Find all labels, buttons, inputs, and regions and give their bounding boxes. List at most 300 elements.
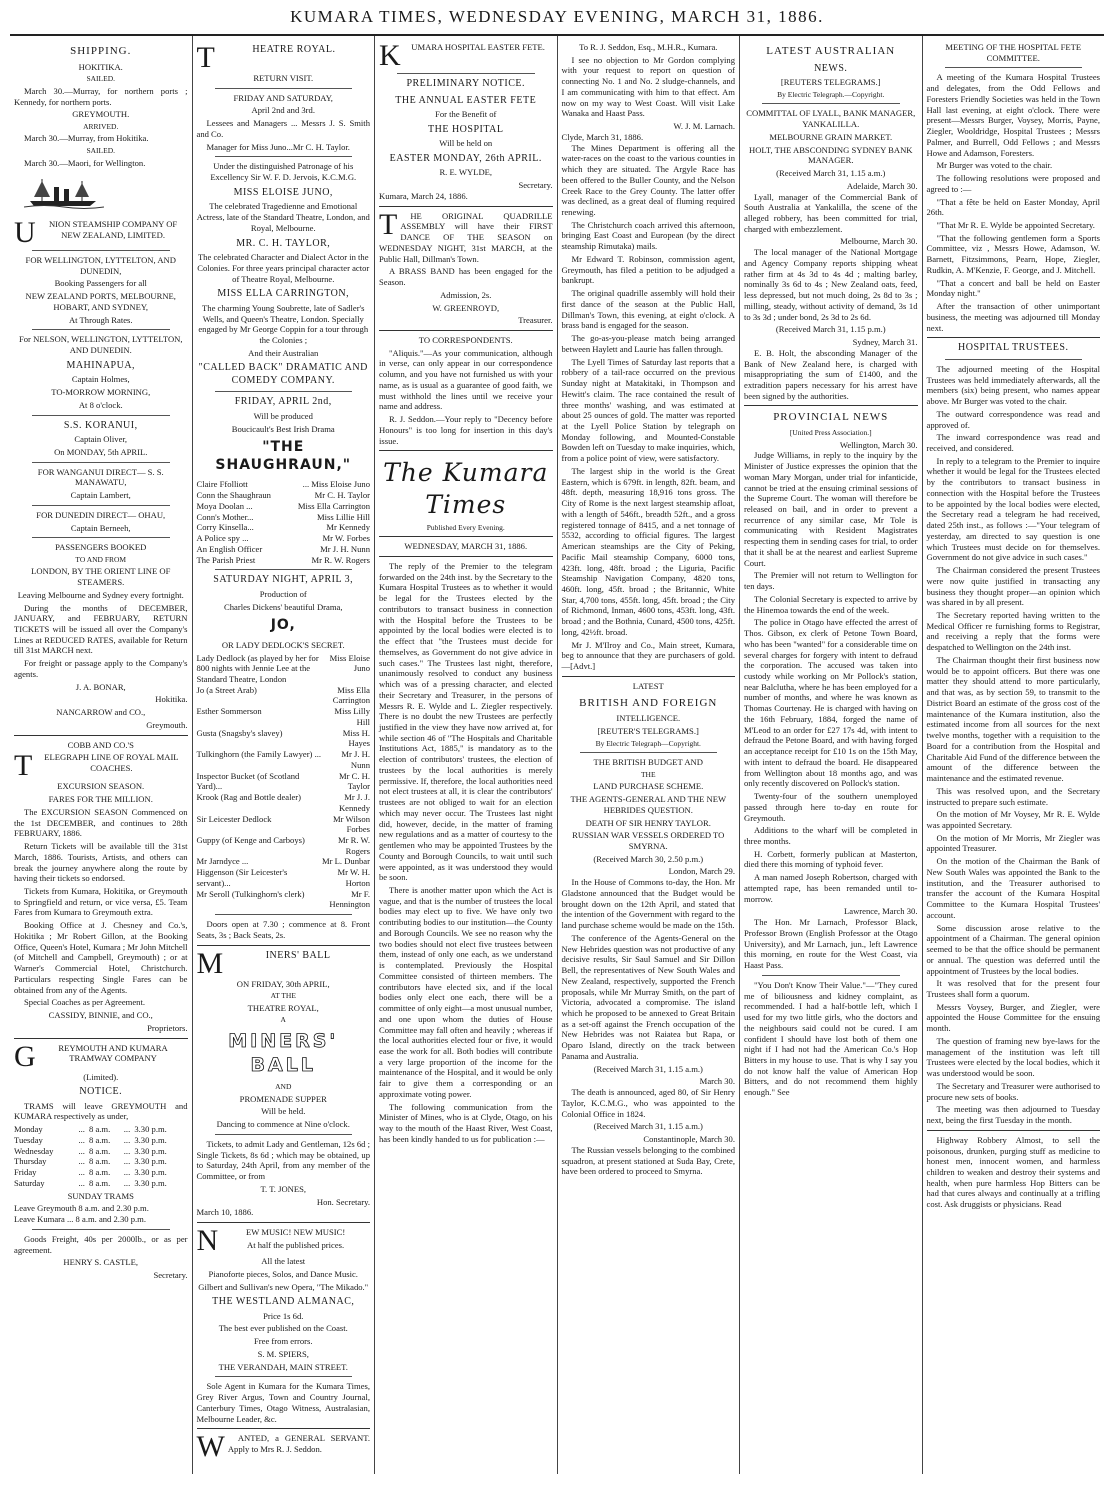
prov-1: Judge Williams, in reply to the inquiry by the Minister of Justice expresses the opinion that the woman Mary Morgan, under trial for infanticide, cannot be tried at the ensuing criminal sessions of the Supreme Court. The woman will therefore be released on bail, and in order to prevent a recurrence of any similar case, Mr Tole is communicating with Resident Magistrates respecting them in sending cases for trial, to order that it shall be at the nearest and earliest Supreme Court. bbox=[744, 450, 918, 568]
cast-row bbox=[197, 501, 371, 512]
timetable-cell: ... bbox=[78, 1134, 85, 1145]
timetable-cell: Tuesday bbox=[14, 1134, 43, 1145]
conference: The conference of the Agents-General on the New Hebrides question was not productive of any decisive results, Sir Saul Samuel and Sir Dillon Bell, the representatives of New South Wales and New Zealand, respectively, supported the French proposals, while Mr Murray Smith, on the part of Victoria, advocated a compromise. The island which he proposed to be annexed to Great Britain as a set-off against the French occupation of the New Hebrides was not Raiatea but Rapa, or Oparo Island, directly on the track between Panama and Australia. bbox=[561, 932, 735, 1061]
cast-role: A Police spy ... bbox=[196, 533, 249, 544]
cast-row bbox=[197, 856, 371, 867]
russian-vessels: RUSSIAN WAR VESSELS ORDERED TO SMYRNA. bbox=[572, 830, 725, 851]
cast-role: Claire Ffolliott bbox=[196, 479, 248, 490]
friday-april: FRIDAY, APRIL 2nd, bbox=[234, 396, 332, 408]
passengers-booked: PASSENGERS BOOKED bbox=[55, 542, 147, 553]
cast-role: Corry Kinsella... bbox=[196, 522, 254, 533]
timetable-cell: Saturday bbox=[14, 1177, 45, 1188]
cast-actor: Mr W. H. Horton bbox=[337, 867, 370, 888]
timetable-cell: ... bbox=[123, 1167, 131, 1178]
sydney-dateline: Sydney, March 31. bbox=[852, 337, 918, 348]
hop-bitters-quote: "You Don't Know Their Value."—"They cured me of biliousness and kidney complaint, as recommended. I had a half-bottle left, which I used for my two little girls, who the doctors and the neighbours said could not be cured. I am confident I should have lost both of them one night if I had not had the American Co.'s Hop Bitters in my house to use. That is why I say you do not know half the value of American Hop Bitters, and do not recommend them highly enough." See bbox=[744, 979, 918, 1098]
timetable-cell: 3.30 p.m. bbox=[134, 1167, 167, 1178]
verandah: THE VERANDAH, MAIN STREET. bbox=[218, 1361, 348, 1372]
greenroyd: W. GREENROYD, bbox=[432, 302, 500, 313]
latest: LATEST bbox=[632, 680, 664, 691]
cast-role: Conn the Shaughraun bbox=[196, 490, 271, 501]
bonar-place: Hokitika. bbox=[155, 694, 188, 705]
all-latest: All the latest bbox=[261, 1256, 306, 1267]
almanac-price: Price 1s 6d. bbox=[263, 1310, 304, 1321]
cast-row bbox=[197, 490, 371, 501]
holt-head: HOLT, THE ABSCONDING SYDNEY BANK MANAGER. bbox=[748, 144, 913, 166]
timetable-cell: ... bbox=[123, 1156, 131, 1167]
mahinapua: MAHINAPUA, bbox=[66, 359, 136, 371]
provincial-news: PROVINCIAL NEWS bbox=[773, 411, 889, 424]
cast-role: Moya Doolan ... bbox=[196, 500, 253, 511]
published-every-evening: Published Every Evening. bbox=[426, 522, 505, 532]
column-1 bbox=[10, 36, 193, 1474]
nancarrow-place: Greymouth. bbox=[146, 719, 188, 730]
excursion-body: The EXCURSION SEASON Commenced on the 1st DECEMBER, and continues to 28th FEBRUARY, 1886. bbox=[14, 806, 188, 839]
fares-million: FARES FOR THE MILLION. bbox=[48, 794, 153, 805]
timetable-cell: 8 a.m. bbox=[89, 1156, 111, 1167]
sailed-label: SAILED. bbox=[86, 74, 116, 84]
return-visit: RETURN VISIT. bbox=[253, 73, 314, 83]
timetable-cell: 3.30 p.m. bbox=[134, 1177, 167, 1188]
united-press: [United Press Association.] bbox=[789, 428, 872, 438]
divider bbox=[215, 156, 353, 157]
cast-actor: Mr R. W. Rogers bbox=[338, 834, 370, 856]
cast-actor: Mr Kennedy bbox=[326, 522, 370, 533]
divider bbox=[744, 405, 918, 406]
cast-jo bbox=[197, 653, 371, 911]
cast-row bbox=[197, 814, 371, 835]
timetable-cell: Monday bbox=[14, 1124, 43, 1135]
divider bbox=[32, 462, 170, 463]
tram-timetable bbox=[14, 1124, 188, 1188]
column-4 bbox=[558, 36, 741, 1474]
cast-actor: Mr W. Forbes bbox=[322, 533, 370, 544]
pianoforte: Pianoforte pieces, Solos, and Dance Music. bbox=[208, 1268, 358, 1279]
lessees: Lessees and Managers ... Messrs J. S. Smith and Co. bbox=[196, 118, 370, 139]
manager: Manager for Miss Juno...Mr C. H. Taylor. bbox=[206, 141, 350, 152]
miners-ball-title: MINERS' BALL bbox=[228, 1029, 339, 1076]
trustees-para: On the motion of Mr Voysey, Mr R. E. Wylde was appointed Secretary. bbox=[926, 809, 1100, 830]
theatre-title: HEATRE ROYAL. bbox=[252, 44, 336, 55]
cast-role: Esther Sommerson bbox=[196, 706, 262, 717]
wanganui: FOR WANGANUI DIRECT— S. S. MANAWATU, bbox=[37, 466, 164, 488]
hokitika-heading: HOKITIKA. bbox=[78, 61, 123, 72]
meeting-8: After the transaction of other unimportant business, the meeting was adjourned till Monday next. bbox=[926, 301, 1100, 333]
trams-intro: TRAMS will leave GREYMOUTH and KUMARA respectively as under, bbox=[14, 1100, 188, 1122]
greymouth-sailed: March 30.—Maori, for Wellington. bbox=[24, 157, 146, 168]
cast-role: Tulkinghorn (the Family Lawyer) ... bbox=[196, 749, 322, 760]
timetable-cell: Friday bbox=[14, 1167, 37, 1178]
timetable-cell: ... bbox=[123, 1124, 131, 1135]
trustees-para: The Chairman considered the present Trustees were now quite justified in transacting any business they thought proper—an opinion which was shared in by all present. bbox=[926, 565, 1100, 608]
music-ad: N EW MUSIC! NEW MUSIC! At half the published prices. bbox=[197, 1227, 371, 1254]
seddon-letter: I see no objection to Mr Gordon complying with your request to report on question of connecting No. 1 and No. 2 sludge-channels, and I am communicating with him to that effect. Am now on my way to West Coast. Will visit Lake Wanaka and Haast Pass. bbox=[561, 54, 735, 119]
greymouth-arrived: March 30.—Murray, from Hokitika. bbox=[24, 133, 149, 144]
divider bbox=[215, 1376, 353, 1377]
cast-row bbox=[197, 835, 371, 856]
column-3 bbox=[375, 36, 558, 1474]
trustees-para: The Secretary reported having written to the Medical Officer re furnishing forms to Registrar, and receiving a reply that the forms were despatched to Wellington on the 24th inst. bbox=[926, 610, 1100, 653]
taylor-desc: The celebrated Character and Dialect Actor in the Colonies. For three years principal character actor of Theatre Royal, Melbourne. bbox=[197, 252, 370, 284]
prov-7: H. Corbett, formerly publican at Masterton, died there this morning of typhoid fever. bbox=[744, 848, 918, 870]
trustees-para: The inward correspondence was read and received, and considered. bbox=[926, 432, 1100, 453]
prov-4: The police in Otago have effected the arrest of Thos. Gibson, ex clerk of Petone Town Board, who has been "wanted" for a considerable time on several charges for forgery with intent to defraud the corporation. The accused was taken into custody while working on Mr Pollock's station, near Balclutha, where he has been employed for a number of months, and where he was known as Thomas Courtenay. He is charged with having on the 16th February, 1884, forged the name of M'Leod to an order for £27 17s 4d, with intent to defraud the Petone Board, and with having forged an acceptance receipt for £10 1s on the 15th May, with intent to defraud the board. He disappeared from Wellington about 18 months ago, and was only recently discovered on Pollock's station. bbox=[744, 617, 918, 789]
castle-secretary: Secretary. bbox=[153, 1270, 188, 1281]
at-eight: At 8 o'clock. bbox=[78, 399, 123, 410]
news-2: The Christchurch coach arrived this afternoon, bringing East Coast and European (by the direct steamship Rimutaka) mails. bbox=[561, 219, 735, 252]
taylor: MR. C. H. TAYLOR, bbox=[236, 237, 331, 249]
column-2 bbox=[193, 36, 376, 1474]
divider bbox=[215, 1134, 353, 1135]
prov-2: The Premier will not return to Wellington for ten days. bbox=[744, 570, 918, 592]
news-6: The Lyell Times of Saturday last reports that a robbery of a tail-race occurred on the previous Sunday night at Matakitaki, in Thompson and Hewitt's claim. The race contained the result of three months' washing, and was estimated at about 25 ounces of gold. The matter was reported at the Lyell Police Station by telegraph on Monday following, and Mounted-Constable Bowden left on Tuesday to make inquiries, which, from a police point of view, were satisfactory. bbox=[561, 356, 735, 464]
cast-row bbox=[197, 728, 371, 749]
cast-role: Jo (a Street Arab) bbox=[196, 684, 257, 695]
divider bbox=[762, 975, 900, 976]
timetable-cell: 3.30 p.m. bbox=[134, 1145, 167, 1156]
wylde: R. E. WYLDE, bbox=[439, 167, 493, 178]
jo-title: JO, bbox=[270, 617, 296, 634]
return-body: Return Tickets will be available till the 31st March, 1886. Tourists, Artists, and others can break the journey anywhere along the route by having their tickets so endorsed. bbox=[14, 841, 188, 884]
latest-australian: LATEST AUSTRALIAN bbox=[766, 45, 896, 57]
new-music: EW MUSIC! NEW MUSIC! bbox=[245, 1227, 346, 1238]
trustees-para: It was resolved that for the present four Trustees shall form a quorum. bbox=[926, 978, 1100, 999]
cast-row bbox=[197, 522, 371, 533]
theatre-royal: THEATRE ROYAL, bbox=[247, 1002, 319, 1013]
castle: HENRY S. CASTLE, bbox=[63, 1257, 139, 1268]
prov-5: Twenty-four of the southern unemployed passed through here to-day en route for Greymouth. bbox=[744, 791, 918, 823]
agents-general: THE AGENTS-GENERAL AND THE NEW HEBRIDES QUESTION. bbox=[570, 794, 727, 815]
koranui: S.S. KORANUI, bbox=[63, 419, 138, 431]
excursion-season: EXCURSION SEASON. bbox=[57, 781, 145, 792]
holt-body: E. B. Holt, the absconding Manager of the Bank of New Zealand here, is charged with misappropriating the sum of £1400, and the extradition papers necessary for his arrest have been signed by the authorities. bbox=[744, 347, 918, 401]
timetable-cell: 8 a.m. bbox=[89, 1124, 111, 1135]
seddon-note: R. J. Seddon.—Your reply to "Decency before Honours" is too long for insertion in this day's issue. bbox=[379, 414, 553, 446]
cast-actor: Mr J. H. Nunn bbox=[320, 543, 370, 554]
received-1: (Received March 30, 2.50 p.m.) bbox=[593, 853, 704, 864]
booking: Booking Passengers for all bbox=[54, 278, 147, 289]
divider bbox=[32, 1229, 170, 1230]
kumara-date: Kumara, March 24, 1886. bbox=[379, 190, 468, 201]
divider bbox=[197, 1428, 371, 1429]
theatre-april: April 2nd and 3rd. bbox=[251, 105, 315, 116]
london-dateline: London, March 29. bbox=[668, 866, 735, 877]
limited: (Limited). bbox=[83, 1071, 119, 1082]
cast-actor: Mr Wilson Forbes bbox=[333, 813, 370, 835]
meeting-4: "That a fête be held on Easter Monday, April 26th. bbox=[926, 196, 1100, 218]
cast-actor: Miss H. Hayes bbox=[342, 727, 370, 749]
trustees-para: In reply to a telegram to the Premier to inquire whether it would be legal for the Trustees elected by the contributors to transact business in connection with the Hospital before the Trustees to be appointed by the local bodies were elected, the Secretary read a telegram he had received, dated 25th inst., as follows :—"Your telegram of yesterday, am directed to say question is one which Trustees must decide on for themselves. Government do not give advice in such cases." bbox=[926, 455, 1100, 563]
british-foreign: BRITISH AND FOREIGN bbox=[579, 696, 718, 709]
timetable-cell: ... bbox=[78, 1156, 85, 1167]
cast-actor: Mr J. H. Nunn bbox=[341, 749, 370, 770]
received-3: (Received March 31, 1.15 a.m.) bbox=[593, 1121, 703, 1132]
wanted-text: ANTED, a GENERAL SERVANT. Apply to Mrs R. J. Seddon. bbox=[227, 1433, 370, 1455]
easter-monday: EASTER MONDAY, 26th APRIL. bbox=[389, 152, 542, 164]
cast-role: Mr Seroll (Tulkinghorn's clerk) bbox=[196, 888, 305, 899]
trustees-para: The question of framing new bye-laws for the management of the institution was left till Trustees were elected by the local bodies, which it was understood would be soon. bbox=[926, 1035, 1100, 1079]
cast-role: Mr Jarndyce ... bbox=[196, 856, 249, 867]
divider bbox=[32, 505, 170, 506]
free-errors: Free from errors. bbox=[254, 1336, 313, 1347]
timetable-cell: ... bbox=[123, 1177, 131, 1188]
doors-open: Doors open at 7.30 ; commence at 8. Front Seats, 3s ; Back Seats, 2s. bbox=[196, 919, 370, 940]
fete-ad: K UMARA HOSPITAL EASTER FETE. bbox=[379, 42, 553, 69]
arrived-label: ARRIVED. bbox=[83, 122, 119, 132]
trustees-body bbox=[927, 364, 1101, 1126]
news-5: The go-as-you-please match being arranged between Haylett and Laurie has fallen through. bbox=[561, 333, 735, 354]
news-label: NEWS. bbox=[814, 62, 848, 74]
trustees-para: Some discussion arose relative to the appointment of a Chairman. The general opinion seemed to be that the office should be permanent or annual. The question was deferred until the appointment of Trustees by the local bodies. bbox=[926, 922, 1100, 976]
at-the: AT THE bbox=[270, 991, 296, 1001]
miners-ad: M INERS' BALL bbox=[197, 950, 371, 977]
cast-actor: Miss Ella Carrington bbox=[297, 500, 370, 511]
hospital-fete-title: UMARA HOSPITAL EASTER FETE. bbox=[411, 42, 545, 52]
divider bbox=[215, 914, 353, 915]
to-and-from: TO AND FROM bbox=[75, 554, 127, 564]
cast-actor: Miss Lillie Hill bbox=[317, 511, 370, 522]
timetable-cell: 8 a.m. bbox=[89, 1134, 111, 1145]
booking-body: Booking Office at J. Chesney and Co.'s, Hokitika ; Mr Robert Gillon, at the Booking Office, Queen's Hotel, Kumara ; Mr John Mitchell (of Mitchell and Campbell, Greymouth) ; or at Warner's Commercial Hotel, Christchurch. Particulars respecting Single Fares can be obtained from any of the Agents. bbox=[14, 920, 188, 995]
cast-role: Guppy (of Kenge and Carboys) bbox=[196, 834, 305, 845]
news-7: The largest ship in the world is the Great Eastern, which is 679ft. in length, 82ft. beam, and 48ft. depth, measuring 18,916 tons gross. The City of Rome is the next largest steamship afloat, with a length of 546ft., breadth 52ft., and a gross registered tonnage of 8415, and a net tonnage of 5532, according to official figures. The largest American steamships are the City of Peking, Pacific Mail steamship Company, 6000 tons, 423ft. long, 48ft. broad ; the Liguria, Pacific Steamship Navigation Company, 4820 tons, 460ft. long, 45ft. broad ; the Britannic, White Star, 4,700 tons, 455ft. long, 45ft. broad ; the City of Richmond, Inman, 4600 tons, 453ft. long, 43ft. broad ; and the Bothnia, Cunard, 4500 tons, 425ft. long, 42½ft. broad. bbox=[561, 465, 735, 637]
the-label: THE bbox=[640, 769, 656, 779]
annual-fete: THE ANNUAL EASTER FETE bbox=[395, 94, 537, 106]
patronage: Under the distinguished Patronage of his Excellency Sir W. F. D. Jervois, K.C.M.G. bbox=[210, 161, 357, 183]
intelligence: INTELLIGENCE. bbox=[616, 713, 681, 724]
divider bbox=[215, 391, 353, 392]
tramway-title: REYMOUTH AND KUMARA TRAMWAY COMPANY bbox=[58, 1042, 168, 1064]
cast-actor: Mr J. J. Kennedy bbox=[338, 792, 370, 813]
cast-actor: Miss Ella Carrington bbox=[332, 684, 370, 706]
timetable-row bbox=[14, 1124, 188, 1135]
union-steamship-ad: U NION STEAMSHIP COMPANY OF NEW ZEALAND, LIMITED. bbox=[14, 219, 188, 246]
steamship-icon bbox=[24, 175, 104, 209]
leaving-melbourne: Leaving Melbourne and Sydney every fortnight. bbox=[17, 589, 184, 600]
cast-role: The Parish Priest bbox=[196, 554, 256, 565]
almanac: THE WESTLAND ALMANAC, bbox=[212, 1296, 355, 1308]
lyall-body: Lyall, manager of the Commercial Bank of South Australia at Yankalilla, the scene of the alleged robbery, has been committed for trial, charged with embezzlement. bbox=[744, 191, 918, 234]
dedlock-secret: OR LADY DEDLOCK'S SECRET. bbox=[221, 639, 345, 650]
trustees-para: The adjourned meeting of the Hospital Trustees was held immediately afterwards, all the members (six) being present, who names appear above. Mr Burger was voted to the chair. bbox=[926, 363, 1100, 407]
cast-row bbox=[197, 749, 371, 770]
timetable-cell: 3.30 p.m. bbox=[134, 1124, 167, 1135]
cast-row bbox=[197, 533, 371, 544]
reuters-telegrams: [REUTERS TELEGRAMS.] bbox=[780, 77, 881, 88]
hospital-trustees: HOSPITAL TRUSTEES. bbox=[958, 342, 1069, 354]
cast-row bbox=[197, 685, 371, 706]
sailed-label-2: SAILED. bbox=[86, 146, 116, 156]
divider bbox=[927, 1130, 1101, 1131]
divider bbox=[945, 359, 1083, 360]
march10: March 10, 1886. bbox=[196, 1207, 254, 1218]
wylde-secretary: Secretary. bbox=[518, 180, 553, 191]
tramway-ad: G REYMOUTH AND KUMARA TRAMWAY COMPANY bbox=[14, 1043, 188, 1070]
london-orient: LONDON, BY THE ORIENT LINE OF STEAMERS. bbox=[31, 566, 171, 588]
column-6 bbox=[923, 36, 1105, 1474]
cast-actor: Mr L. Dunbar bbox=[322, 856, 370, 867]
cast-actor: Mr C. H. Taylor bbox=[314, 490, 370, 501]
held-on: Will be held on bbox=[439, 138, 493, 149]
meeting-7: "That a concert and ball be held on Easter Monday night." bbox=[926, 277, 1100, 299]
masthead: KUMARA TIMES, WEDNESDAY EVENING, MARCH 31, 1886. bbox=[10, 0, 1104, 36]
timetable-cell: ... bbox=[123, 1134, 131, 1145]
and-their: And their Australian bbox=[248, 347, 319, 358]
divider bbox=[397, 73, 535, 74]
divider bbox=[927, 337, 1101, 338]
cast-row bbox=[197, 653, 371, 685]
freight: For freight or passage apply to the Company's agents. bbox=[14, 658, 188, 679]
divider bbox=[215, 569, 353, 570]
timetable-row bbox=[14, 1135, 188, 1146]
cast-row bbox=[197, 555, 371, 566]
divider bbox=[32, 250, 170, 251]
editorial-para-2: There is another matter upon which the Act is vague, and that is the number of trustees the local bodies may elect up to five. We have only two contributing bodies to our institution—the County and Borough Councils. We see no reason why the two bodies should not elect five trustees between them, instead of only one each, as we understand is contemplated. Previously the Hospital Committee consisted of thirteen members. The contributors have elected six, and if the local bodies only elect one each, there will be a committee of only eight—a most unusual number, and one upon whom the duties of House Committee may fall often and heavily ; whereas if the local authorities elected four or five, it would ease the work for all. Both bodies will contribute a very large proportion of the income for the maintenance of the Hospital, and it would be only fair to give them a corresponding or an approximate voting power. bbox=[379, 885, 553, 1099]
divider bbox=[379, 450, 553, 451]
timetable-cell: 8 a.m. bbox=[89, 1177, 111, 1188]
saturday-night: SATURDAY NIGHT, APRIL 3, bbox=[213, 574, 354, 586]
trustees-para: The Chairman thought their first business now would be to appoint officers. But there was one matter they should attend to more particularly, and that was, as by section 59, to transmit to the District Board an estimate of the gross cost of the maintenance of the Kumara institution, also the estimated income from all sources for the next twelve months, together with a requisition to the Board for a contribution from the Hospital and Charitable Aid Fund of the difference between the amount of the difference between the maintenance and the estimated revenue. bbox=[926, 654, 1100, 784]
editorial-date: WEDNESDAY, MARCH 31, 1886. bbox=[404, 541, 528, 552]
tickets-body: Tickets from Kumara, Hokitika, or Greymouth to Springfield and return, or vice versa, £5. Team Fares from Kumara to Greymouth extra. bbox=[14, 885, 188, 918]
will-be-held: Will be held. bbox=[261, 1106, 306, 1117]
meeting-2: Mr Burger was voted to the chair. bbox=[936, 160, 1053, 171]
sole-agent: Sole Agent in Kumara for the Kumara Times, Grey River Argus, Town and Country Journal, Canterbury Times, Otago Witness, Australasian, Melbourne Leader, &c. bbox=[196, 1381, 370, 1424]
cast-role: Sir Leicester Dedlock bbox=[196, 813, 272, 824]
dickens-drama: Charles Dickens' beautiful Drama, bbox=[224, 601, 343, 612]
the-hospital: THE HOSPITAL bbox=[428, 123, 504, 135]
for-wellington: FOR WELLINGTON, LYTTELTON, AND DUNEDIN, bbox=[25, 255, 176, 276]
tomorrow: TO-MORROW MORNING, bbox=[51, 387, 151, 398]
cast-role: Conn's Mother... bbox=[196, 511, 254, 522]
proprietors: Proprietors. bbox=[147, 1022, 188, 1033]
by-electric: By Electric Telegraph—Copyright. bbox=[595, 738, 701, 748]
meeting-3: The following resolutions were proposed and agreed to :— bbox=[926, 173, 1100, 194]
larnach: W. J. M. Larnach. bbox=[673, 121, 735, 132]
benefit: For the Benefit of bbox=[435, 109, 497, 119]
called-back: "CALLED BACK" DRAMATIC AND COMEDY COMPANY. bbox=[198, 362, 368, 386]
cast-row bbox=[197, 792, 371, 813]
divider bbox=[379, 536, 553, 537]
trustees-para: The outward correspondence was read and approved of. bbox=[926, 408, 1100, 430]
news-4: The original quadrille assembly will hold their first dance of the season at the Public Hall, Dillman's Town, this evening, at eight o'clock. A brass band is engaged for the season. bbox=[561, 288, 735, 331]
jones: T. T. JONES, bbox=[260, 1183, 307, 1194]
divider bbox=[379, 556, 553, 557]
divider bbox=[197, 945, 371, 946]
to-seddon: To R. J. Seddon, Esq., M.H.R., Kumara. bbox=[579, 42, 718, 52]
a-label: A bbox=[280, 1015, 286, 1025]
carrington: MISS ELLA CARRINGTON, bbox=[217, 288, 350, 300]
divider bbox=[562, 676, 736, 677]
promenade-supper: PROMENADE SUPPER bbox=[239, 1093, 327, 1104]
tickets: Tickets, to admit Lady and Gentleman, 12s 6d ; Single Tickets, 8s 6d ; which may be obtained, up to Saturday, 24th April, from any member of the Committee, or from bbox=[196, 1138, 370, 1182]
commons: In the House of Commons to-day, the Hon. Mr Gladstone announced that the Budget would be brought down on the 12th April, and stated that the intention of the Government with regard to the land purchase scheme would be made on the 15th. bbox=[561, 877, 735, 931]
meeting-6: "That the following gentlemen form a Sports Committee, viz , Messrs Howe, Adamson, W. Barnett, Fitzsimmons, Pearn, Hope, Ziegler, Rudkin, A. M'Kenzie, F. George, and J. Mitchell. bbox=[926, 232, 1100, 275]
lawrence-dateline: Lawrence, March 30. bbox=[844, 906, 918, 917]
committal: COMMITTAL OF LYALL, BANK MANAGER, YANKALILLA. bbox=[746, 108, 916, 130]
editorial-para-1: The reply of the Premier to the telegram forwarded on the 24th inst. by the Secretary to the Kumara Hospital Trustees as to whether it would be legal for the Trustees elected by the contributors to transact business in connection with the Hospital before the Trustees to be appointed by the local bodies were elected is to the effect that "the Trustees must decide for themselves, as Government do not give advice in such cases." The Trustees last night, therefore, unanimously resolved to conduct any business which was of a pressing character, and elected their Secretary and Treasurer, in the persons of Messrs R. E. Wylde and L. Ziegler respectively. There is no doubt the new Trustees are perfectly justified in the view they have now arrived at, for while section 46 of "The Hospitals and Charitable Institutions Act, 1885," is mandatory as to the election of contributors' trustees, the election of trustees by the local authorities is merely permissive. If, therefore, the local authorities need not elect trustees at all, it is clear the contributors' trustees are not obliged to wait for an election which may never occur. The Trustees last night did, however, decide, in the matter of framing new regulations and as a matter of courtesy to the gentlemen who may be appointed Trustees by the County and Borough Councils, to wait until such were appointed, as it was understood they would be soon. bbox=[379, 560, 553, 883]
brass-band: A BRASS BAND has been engaged for the Season. bbox=[379, 266, 553, 288]
reuters: [REUTER'S TELEGRAMS.] bbox=[597, 726, 699, 737]
sunday-kumara: Leave Kumara ... 8 a.m. and 2.30 p.m. bbox=[14, 1214, 146, 1225]
dunedin-direct: FOR DUNEDIN DIRECT— OHAU, bbox=[36, 509, 166, 520]
timetable-row bbox=[14, 1178, 188, 1189]
cast-row bbox=[197, 479, 371, 490]
production-of: Production of bbox=[259, 588, 307, 599]
timetable-cell: 3.30 p.m. bbox=[134, 1134, 167, 1145]
march30-dateline: March 30. bbox=[699, 1076, 735, 1087]
koranui-captain: Captain Oliver, bbox=[74, 434, 128, 445]
british-budget: THE BRITISH BUDGET AND bbox=[593, 757, 703, 768]
trustees-para: The meeting was then adjourned to Tuesday next, being the first Tuesday in the month. bbox=[926, 1104, 1100, 1126]
timetable-cell: ... bbox=[78, 1145, 85, 1156]
koranui-monday: On MONDAY, 5th APRIL. bbox=[54, 446, 148, 457]
divider bbox=[215, 88, 353, 89]
received-2: (Received March 31, 1.15 a.m.) bbox=[593, 1063, 703, 1074]
divider bbox=[197, 1222, 371, 1223]
cast-shaughraun bbox=[197, 479, 371, 565]
news-3: Mr Edward T. Robinson, commission agent, Greymouth, has filed a petition to be adjudged a bankrupt. bbox=[561, 253, 735, 286]
timetable-cell: ... bbox=[78, 1177, 85, 1188]
melbourne-dateline: Melbourne, March 30. bbox=[840, 236, 918, 247]
timetable-cell: ... bbox=[78, 1167, 85, 1178]
cast-actor: ... Miss Eloise Juno bbox=[302, 479, 370, 490]
cast-row bbox=[197, 771, 371, 792]
return-tickets: During the months of DECEMBER, JANUARY, and FEBRUARY, RETURN TICKETS will be issued all over the Company's Lines at REDUCED RATES, available for Return till 31st MARCH next. bbox=[14, 602, 188, 656]
ohau-captain: Captain Berneeh, bbox=[70, 522, 131, 533]
hokitika-sailed: March 30.—Murray, for northern ports ; Kennedy, for northern ports. bbox=[14, 85, 188, 107]
trustees-para: On the motion of Mr Morris, Mr Ziegler was appointed Treasurer. bbox=[926, 832, 1100, 854]
trustees-para: The Secretary and Treasurer were authorised to procure new sets of books. bbox=[926, 1080, 1100, 1102]
divider bbox=[762, 103, 900, 104]
timetable-row bbox=[14, 1167, 188, 1178]
theatre-dates: FRIDAY AND SATURDAY, bbox=[233, 92, 333, 103]
trustees-para: On the motion of the Chairman the Bank of New South Wales was appointed the Bank to the institution, and the Treasurer authorised to transfer the account of the Kumara Hospital Committee to the Kumara Hospital Trustees' account. bbox=[926, 856, 1100, 920]
cast-role: Lady Dedlock (as played by her for 800 nights with Jennie Lee at the Standard Theatre, London bbox=[196, 652, 319, 684]
goods-freight: Goods Freight, 40s per 2000lb., or as per agreement. bbox=[14, 1233, 188, 1255]
meeting-5: "That Mr R. E. Wylde be appointed Secretary. bbox=[936, 220, 1095, 231]
cast-role: Gusta (Snagsby's slavey) bbox=[196, 727, 283, 738]
cast-row bbox=[197, 512, 371, 523]
adelaide-dateline: Adelaide, March 30. bbox=[846, 180, 918, 191]
divider bbox=[32, 537, 170, 538]
columns bbox=[10, 36, 1104, 1474]
paper-title: The Kumara Times bbox=[383, 458, 549, 519]
spiers: S. M. SPIERS, bbox=[257, 1348, 309, 1359]
carrington-desc: The charming Young Soubrette, late of Sadler's Wells, and Queen's Theatre, London. Specially engaged by Mr George Coppin for a tour through the Colonies ; bbox=[198, 302, 369, 345]
juno-desc: The celebrated Tragedienne and Emotional Actress, late of the Standard Theatre, London, and Royal, Melbourne. bbox=[196, 201, 370, 233]
cast-actor: Mr C. H. Taylor bbox=[338, 770, 370, 792]
divider bbox=[32, 329, 170, 330]
divider bbox=[379, 206, 553, 207]
column-5 bbox=[740, 36, 923, 1474]
trustees-para: Messrs Voysey, Burger, and Ziegler, were appointed the House Committee for the ensuing month. bbox=[926, 1001, 1100, 1034]
divider bbox=[32, 415, 170, 416]
miners-heading: INERS' BALL bbox=[265, 949, 331, 961]
divider bbox=[580, 752, 718, 753]
timetable-cell: ... bbox=[123, 1145, 131, 1156]
divider bbox=[379, 330, 553, 331]
theatre-ad: T HEATRE ROYAL. bbox=[197, 44, 371, 71]
mahinapua-captain: Captain Holmes, bbox=[71, 374, 130, 385]
quadrille-body: HE ORIGINAL QUADRILLE ASSEMBLY will have their FIRST DANCE OF THE SEASON on WEDNESDAY NIGHT, 31st MARCH, at the Public Hall, Dillman's Town. bbox=[379, 210, 553, 264]
wanganui-captain: Captain Lambert, bbox=[70, 490, 131, 501]
received-5b: (Received March 31, 1.15 p.m.) bbox=[775, 324, 886, 335]
received-5a: (Received March 31, 1.15 a.m.) bbox=[776, 168, 886, 179]
wanted-ad: W ANTED, a GENERAL SERVANT. Apply to Mrs R. J. Seddon. bbox=[196, 1430, 370, 1464]
cast-role: Krook (Rag and Bottle dealer) bbox=[196, 792, 302, 803]
for-nelson: For NELSON, WELLINGTON, LYTTELTON, AND DUNEDIN. bbox=[18, 334, 183, 356]
